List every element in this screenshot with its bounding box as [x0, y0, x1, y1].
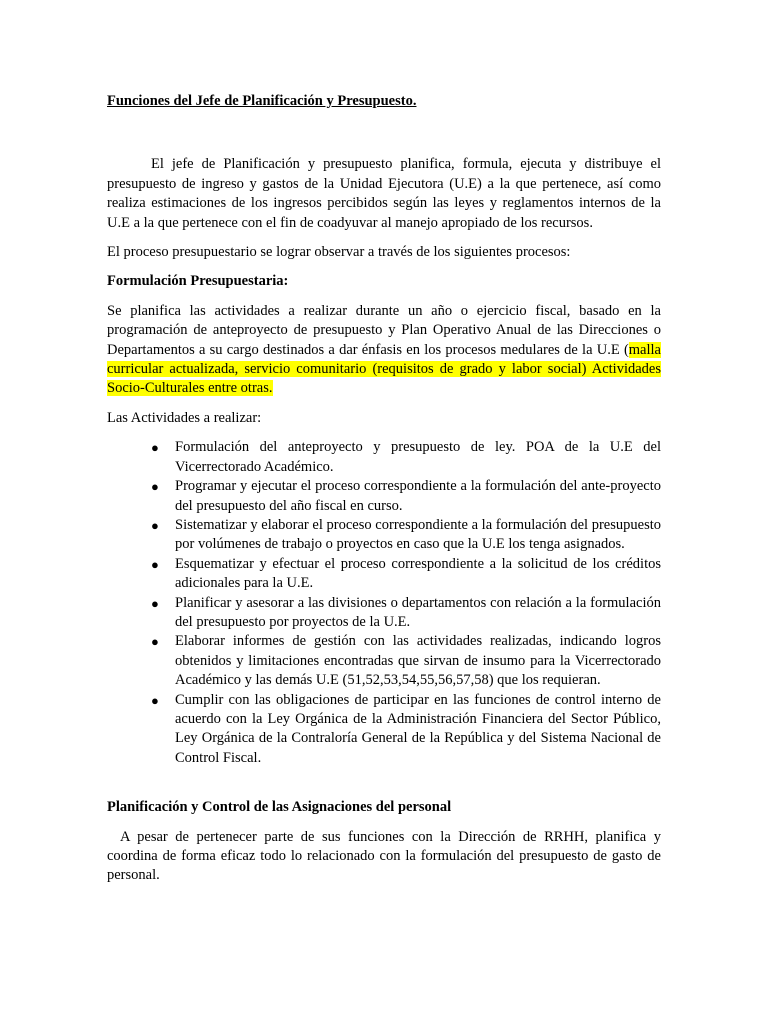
list-item-text: Esquematizar y efectuar el proceso correspondiente a la solicitud de los créditos adicionales para la U.E. [175, 555, 661, 592]
personnel-paragraph: A pesar de pertenecer parte de sus funciones con la Dirección de RRHH, planifica y coordina de forma eficaz todo lo relacionado con la formulación del presupuesto de gasto de personal. [107, 828, 661, 884]
spacer [107, 111, 661, 155]
bullet-icon: ● [151, 517, 159, 533]
bullet-icon: ● [151, 595, 159, 611]
list-item-text: Programar y ejecutar el proceso correspondiente a la formulación del ante-proyecto del presupuesto del año fiscal en curso. [175, 478, 661, 514]
list-item-text: Cumplir con las obligaciones de participar en las funciones de control interno de acuerdo con la Ley Orgánica de la Administración Financiera del Sector Público, Ley Orgánica de la Contraloría General de la República y del Sistema Nacional de Control Fiscal. [175, 691, 661, 766]
list-item [151, 594, 661, 633]
bullet-icon: ● [151, 634, 159, 650]
formulation-paragraph [107, 302, 661, 399]
formulation-highlight: malla curricular actualizada, servicio comunitario (requisitos de grado y labor social) Actividades Socio-Culturales entre otras. [107, 341, 661, 397]
list-item [151, 477, 661, 516]
list-item [151, 691, 661, 769]
list-item-text: Planificar y asesorar a las divisiones o departamentos con relación a la formulación del presupuesto por proyectos de la U.E. [175, 594, 661, 630]
bullet-icon: ● [151, 556, 159, 572]
bullet-icon: ● [151, 479, 159, 495]
process-line: El proceso presupuestario se lograr observar a través de los siguientes procesos: [107, 244, 571, 261]
personnel-heading: Planificación y Control de las Asignaciones del personal [107, 799, 452, 816]
formulation-text: Se planifica las actividades a realizar durante un año o ejercicio fiscal, basado en la programación de anteproyecto de presupuesto y Plan Operativo Anual de las Direcciones o Departamentos a su cargo destinados a dar énfasis en los procesos medulares de la U.E ( [107, 302, 661, 358]
list-item [151, 438, 661, 477]
activities-list [107, 438, 661, 768]
list-item-text: Formulación del anteproyecto y presupuesto de ley. POA de la U.E del Vicerrectorado Académico. [175, 439, 661, 475]
bullet-icon: ● [151, 692, 159, 708]
intro-paragraph: El jefe de Planificación y presupuesto planifica, formula, ejecuta y distribuye el presupuesto de ingreso y gastos de la Unidad Ejecutora (U.E) a la que pertenece, así como realiza estimaciones de los ingresos percibidos según las leyes y reglamentos internos de la U.E a la que pertenece con el fin de coadyuvar al manejo apropiado de los recursos. [107, 156, 661, 231]
list-item-text: Elaborar informes de gestión con las actividades realizadas, indicando logros obtenidos y limitaciones encontradas que sirvan de insumo para la Vicerrectorado Académico y las demás U.E (51,52,53,54,55,56,57,58) que los requieran. [175, 633, 661, 689]
list-item [151, 632, 661, 690]
activities-label: Las Actividades a realizar: [107, 409, 262, 426]
document-title: Funciones del Jefe de Planificación y Presupuesto. [107, 93, 417, 109]
formulation-heading: Formulación Presupuestaria: [107, 273, 289, 290]
bullet-icon: ● [151, 440, 159, 456]
list-item [151, 516, 661, 555]
list-item [151, 555, 661, 594]
list-item-text: Sistematizar y elaborar el proceso correspondiente a la formulación del presupuesto por volúmenes de trabajo o proyectos en caso que la U.E los tenga asignados. [175, 516, 661, 553]
